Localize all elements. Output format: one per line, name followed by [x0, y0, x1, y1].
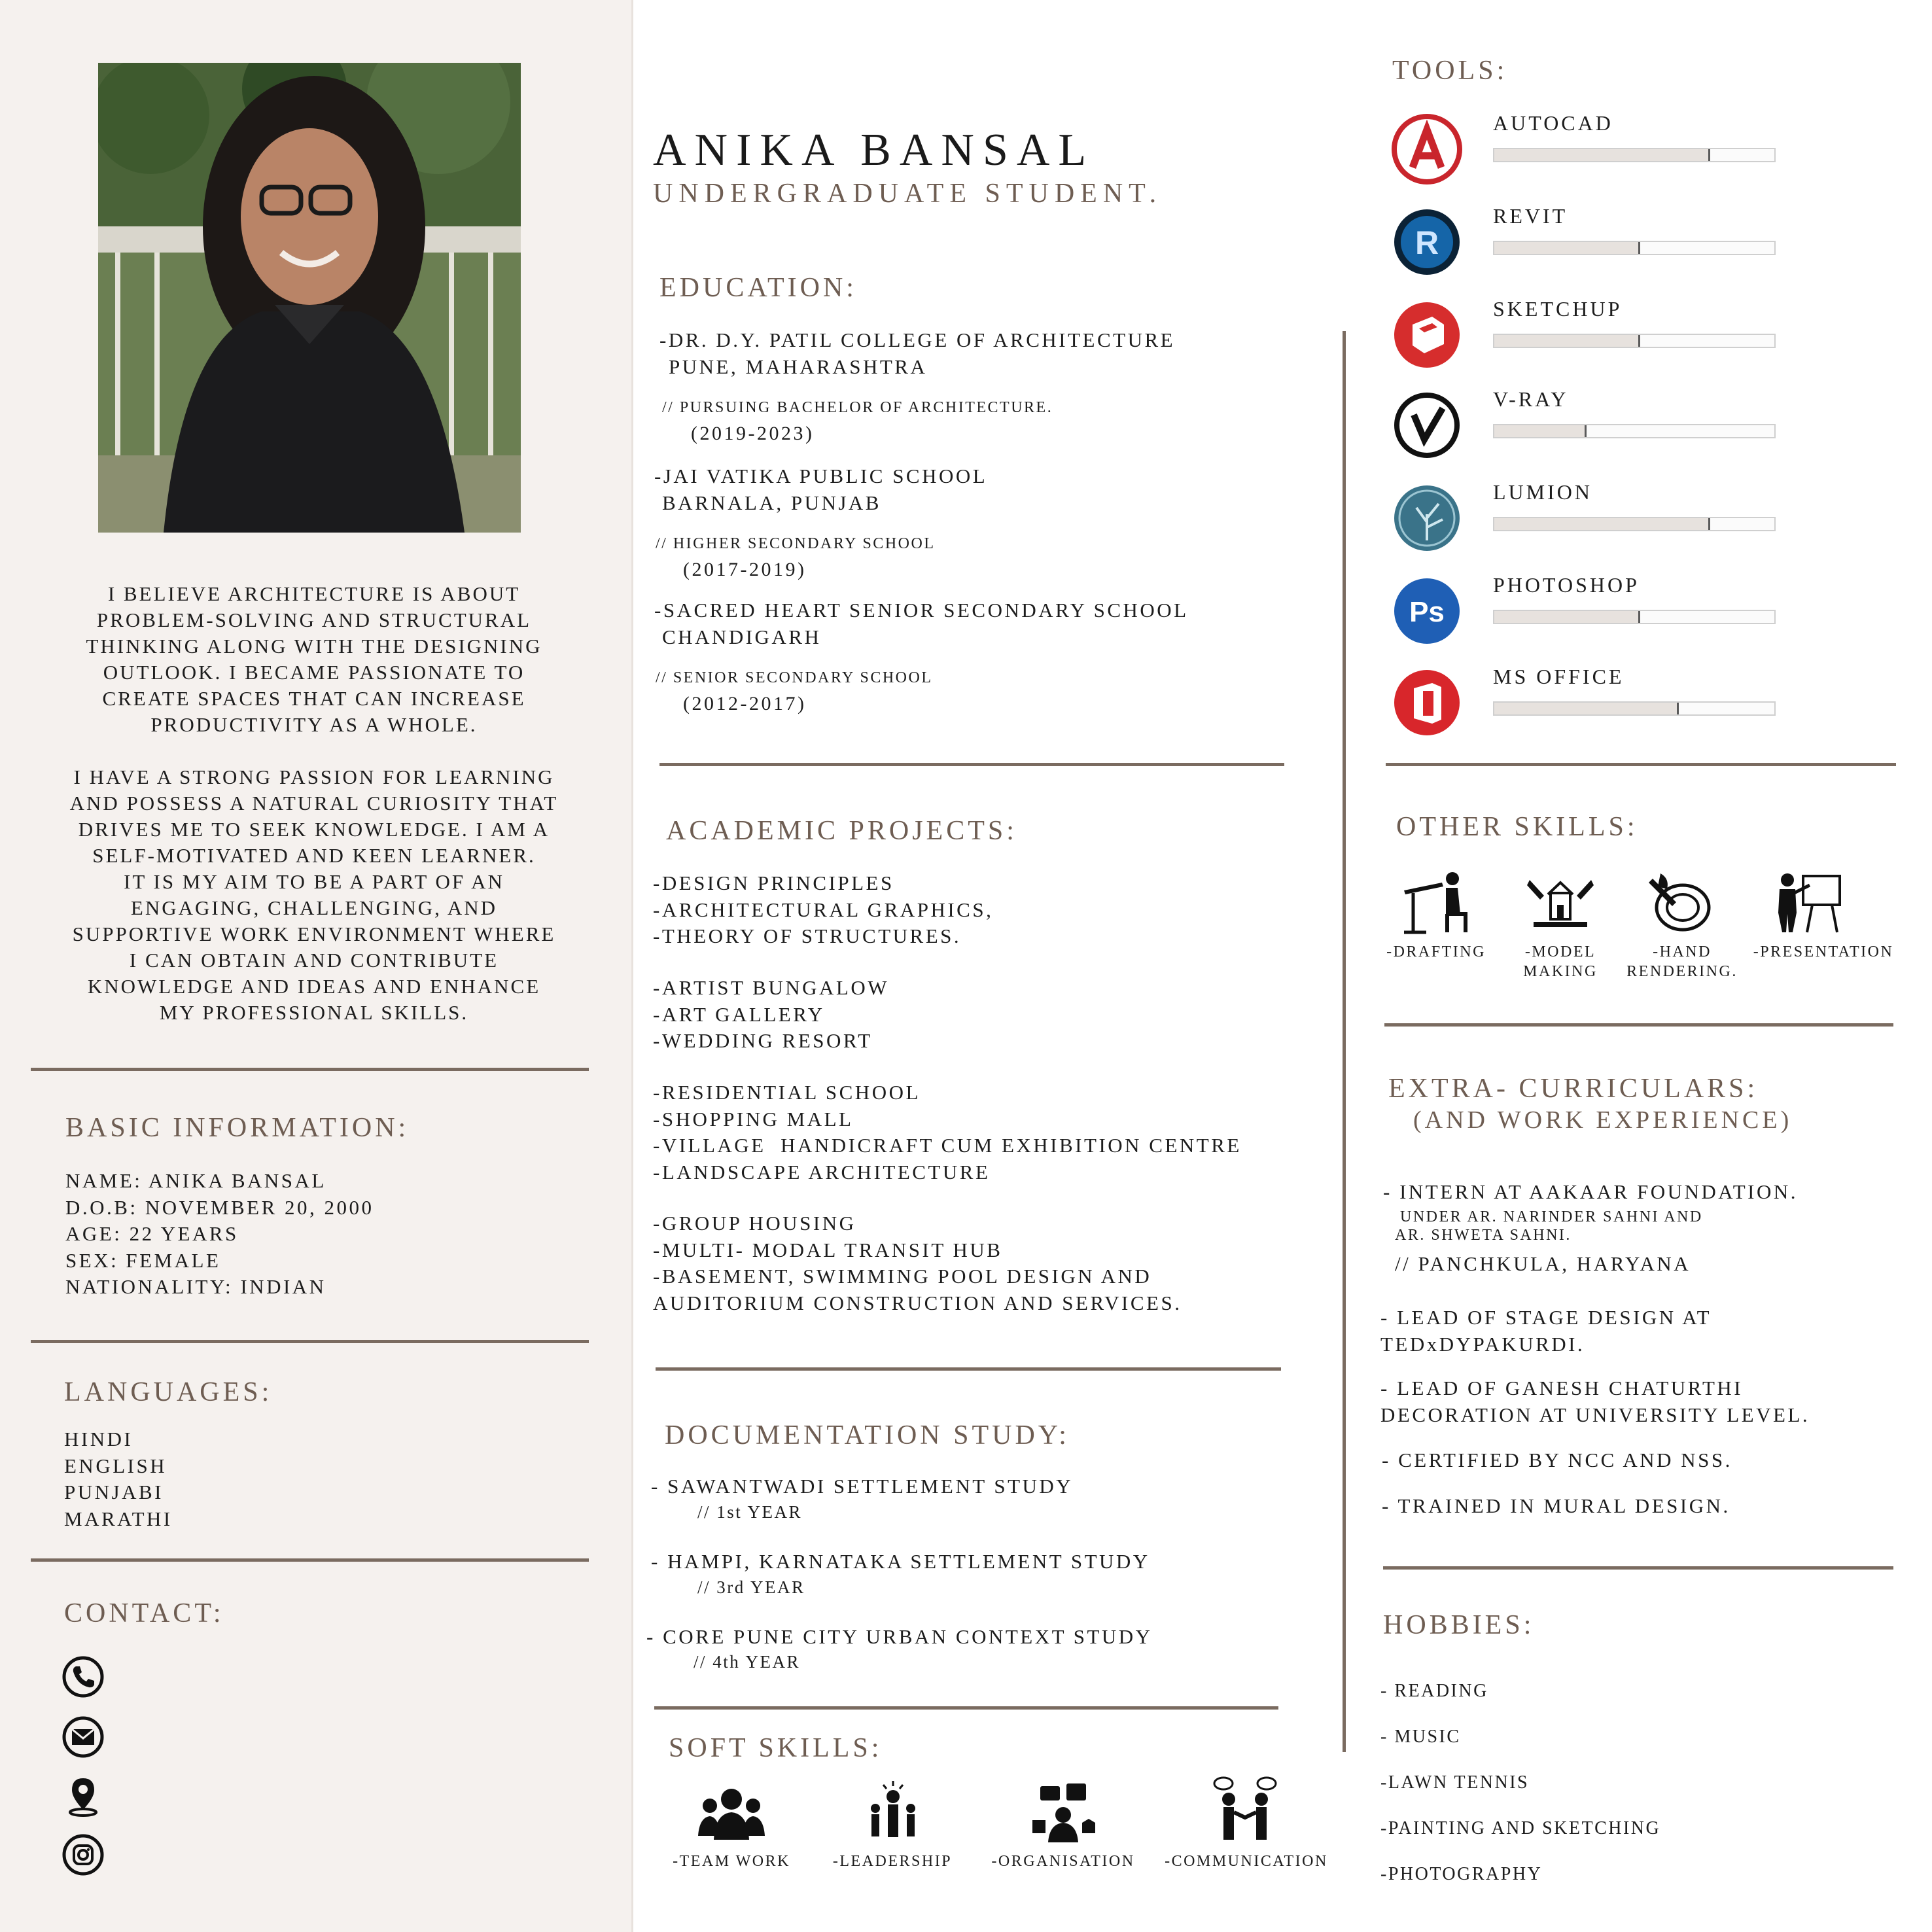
hobby-item: -LAWN TENNIS — [1380, 1772, 1530, 1793]
info-name: NAME: ANIKA BANSAL — [65, 1169, 326, 1192]
about-line: SELF-MOTIVATED AND KEEN LEARNER. — [92, 844, 536, 867]
school-name: -JAI VATIKA PUBLIC SCHOOL — [654, 465, 988, 487]
about-line: I BELIEVE ARCHITECTURE IS ABOUT — [107, 582, 521, 605]
soft-skill-label: -LEADERSHIP — [832, 1853, 953, 1870]
project-item: -ARTIST BUNGALOW — [653, 976, 889, 999]
divider — [31, 1340, 589, 1343]
column-divider — [1343, 331, 1346, 1752]
school-location: BARNALA, PUNJAB — [662, 491, 881, 514]
education-title: EDUCATION: — [659, 273, 857, 303]
other-skill-label — [1615, 942, 1749, 981]
school-name: -SACRED HEART SENIOR SECONDARY SCHOOL — [654, 599, 1189, 622]
about-line: I CAN OBTAIN AND CONTRIBUTE — [129, 949, 499, 972]
project-item: -GROUP HOUSING — [653, 1212, 856, 1235]
autocad-icon — [1390, 113, 1464, 186]
project-item: -DESIGN PRINCIPLES — [653, 871, 894, 894]
tool-level-bar — [1493, 610, 1776, 624]
education-years: (2017-2019) — [683, 559, 807, 580]
photoshop-icon — [1390, 574, 1464, 648]
leadership-icon — [857, 1777, 929, 1849]
academic-projects-title: ACADEMIC PROJECTS: — [666, 816, 1017, 846]
other-skill-label: -DRAFTING — [1386, 943, 1486, 960]
projects-group-2 — [653, 975, 889, 1055]
language-item: MARATHI — [64, 1507, 173, 1530]
education-note: // HIGHER SECONDARY SCHOOL — [656, 535, 936, 552]
soft-skill-label: -COMMUNICATION — [1165, 1853, 1328, 1870]
projects-group-4 — [653, 1210, 1182, 1316]
organisation-icon — [1027, 1777, 1099, 1849]
projects-group-3 — [653, 1080, 1242, 1186]
school-location: PUNE, MAHARASHTRA — [669, 355, 928, 378]
doc-study-2-note: // 3rd YEAR — [697, 1577, 805, 1597]
hobbies-list — [1380, 1668, 1660, 1897]
hobby-item: -PHOTOGRAPHY — [1380, 1864, 1543, 1884]
documentation-title: DOCUMENTATION STUDY: — [665, 1420, 1070, 1450]
tool-level-bar — [1493, 241, 1776, 255]
divider — [1386, 763, 1896, 766]
instagram-icon[interactable] — [61, 1833, 105, 1876]
svg-text:Ps: Ps — [1409, 596, 1445, 628]
project-item: -ART GALLERY — [653, 1002, 825, 1026]
other-skill-label: -PRESENTATION — [1753, 943, 1894, 960]
other-skills-title: OTHER SKILLS: — [1396, 812, 1638, 842]
other-skill-label — [1505, 942, 1616, 981]
doc-study-1-note: // 1st YEAR — [697, 1502, 803, 1522]
info-age: AGE: 22 YEARS — [65, 1222, 239, 1245]
tool-name: MS OFFICE — [1493, 665, 1625, 688]
languages-list — [64, 1426, 173, 1532]
about-line: PRODUCTIVITY AS A WHOLE. — [150, 713, 478, 736]
project-item: -WEDDING RESORT — [653, 1029, 873, 1052]
hand-rendering-icon — [1643, 867, 1715, 939]
info-dob: D.O.B: NOVEMBER 20, 2000 — [65, 1195, 374, 1219]
divider — [1384, 1023, 1893, 1027]
tool-name: V-RAY — [1493, 387, 1569, 411]
other-skill-line: -HAND — [1653, 943, 1712, 960]
about-line: KNOWLEDGE AND IDEAS AND ENHANCE — [87, 975, 541, 998]
extra-lead-ganesh — [1380, 1375, 1810, 1428]
tool-level-fill — [1494, 335, 1640, 347]
mail-icon[interactable] — [61, 1715, 105, 1759]
msoffice-icon — [1390, 666, 1464, 739]
language-item: ENGLISH — [64, 1454, 167, 1477]
tool-level-fill — [1494, 518, 1710, 530]
extra-line: - LEAD OF STAGE DESIGN AT — [1380, 1306, 1712, 1329]
divider — [656, 1367, 1281, 1371]
tool-name: REVIT — [1493, 204, 1568, 228]
about-line: IT IS MY AIM TO BE A PART OF AN — [124, 870, 504, 893]
tool-level-bar — [1493, 148, 1776, 162]
phone-icon[interactable] — [61, 1655, 105, 1698]
contact-title: CONTACT: — [64, 1598, 224, 1628]
drafting-icon — [1400, 867, 1472, 939]
divider — [659, 763, 1284, 766]
about-line: AND POSSESS A NATURAL CURIOSITY THAT — [69, 792, 559, 815]
about-paragraph-1 — [26, 581, 602, 738]
about-paragraph-2 — [26, 764, 602, 1026]
soft-skills-title: SOFT SKILLS: — [669, 1733, 883, 1763]
extra-intern-location: // PANCHKULA, HARYANA — [1395, 1252, 1691, 1275]
hobby-item: - MUSIC — [1380, 1727, 1461, 1747]
divider — [1383, 1566, 1893, 1570]
about-line: THINKING ALONG WITH THE DESIGNING — [86, 635, 542, 658]
revit-icon — [1390, 205, 1464, 279]
basic-info-list — [65, 1168, 374, 1301]
education-note: // PURSUING BACHELOR OF ARCHITECTURE. — [662, 399, 1053, 416]
education-entry-2 — [654, 463, 987, 516]
about-line: SUPPORTIVE WORK ENVIRONMENT WHERE — [72, 922, 556, 945]
education-years: (2019-2023) — [691, 423, 815, 444]
education-entry-1 — [659, 327, 1175, 380]
education-entry-3 — [654, 597, 1189, 650]
location-icon[interactable] — [61, 1774, 105, 1818]
hobby-item: - READING — [1380, 1681, 1488, 1701]
about-line: DRIVES ME TO SEEK KNOWLEDGE. I AM A — [78, 818, 550, 841]
doc-study-1: - SAWANTWADI SETTLEMENT STUDY — [651, 1475, 1074, 1498]
project-item: -THEORY OF STRUCTURES. — [653, 924, 962, 947]
divider — [654, 1706, 1278, 1710]
presentation-icon — [1773, 867, 1845, 939]
soft-skill-label: -ORGANISATION — [991, 1853, 1135, 1870]
extra-certified: - CERTIFIED BY NCC AND NSS. — [1382, 1449, 1732, 1471]
extra-intern-sub-line: UNDER AR. NARINDER SAHNI AND — [1400, 1208, 1703, 1225]
language-item: PUNJABI — [64, 1481, 164, 1503]
candidate-name: ANIKA BANSAL — [653, 125, 1095, 175]
extra-mural: - TRAINED IN MURAL DESIGN. — [1382, 1494, 1730, 1517]
project-item: -BASEMENT, SWIMMING POOL DESIGN AND — [653, 1265, 1152, 1288]
team-icon — [695, 1777, 767, 1849]
about-line: OUTLOOK. I BECAME PASSIONATE TO — [103, 661, 525, 684]
education-years: (2012-2017) — [683, 693, 807, 714]
about-line: MY PROFESSIONAL SKILLS. — [159, 1001, 469, 1024]
tool-name: PHOTOSHOP — [1493, 573, 1640, 597]
project-item: -MULTI- MODAL TRANSIT HUB — [653, 1238, 1003, 1261]
other-skill-line: RENDERING. — [1626, 963, 1738, 980]
school-name: -DR. D.Y. PATIL COLLEGE OF ARCHITECTURE — [659, 328, 1176, 351]
tool-level-fill — [1494, 611, 1640, 623]
divider — [31, 1558, 589, 1562]
project-item: -VILLAGE HANDICRAFT CUM EXHIBITION CENTRE — [653, 1134, 1242, 1157]
profile-photo — [98, 63, 521, 533]
extra-lead-stage — [1380, 1305, 1712, 1358]
about-line: I HAVE A STRONG PASSION FOR LEARNING — [73, 765, 555, 788]
project-item: -RESIDENTIAL SCHOOL — [653, 1081, 921, 1104]
tool-name: AUTOCAD — [1493, 111, 1613, 135]
tool-level-bar — [1493, 334, 1776, 348]
sketchup-icon — [1390, 298, 1464, 372]
doc-study-2: - HAMPI, KARNATAKA SETTLEMENT STUDY — [651, 1550, 1150, 1573]
about-line: PROBLEM-SOLVING AND STRUCTURAL — [96, 608, 532, 631]
about-line: ENGAGING, CHALLENGING, AND — [130, 896, 498, 919]
tool-name: SKETCHUP — [1493, 297, 1623, 321]
hobbies-title: HOBBIES: — [1383, 1610, 1535, 1640]
tools-title: TOOLS: — [1392, 56, 1508, 86]
about-line: CREATE SPACES THAT CAN INCREASE — [102, 687, 526, 710]
tool-level-fill — [1494, 242, 1640, 254]
extra-intern-sub — [1395, 1208, 1703, 1244]
candidate-subtitle: UNDERGRADUATE STUDENT. — [653, 179, 1163, 209]
project-item: -ARCHITECTURAL GRAPHICS, — [653, 898, 994, 921]
other-skill-line: -MODEL — [1524, 943, 1596, 960]
extra-intern-sub-line: AR. SHWETA SAHNI. — [1395, 1227, 1572, 1244]
extra-intern: - INTERN AT AAKAAR FOUNDATION. — [1383, 1180, 1799, 1203]
project-item: -LANDSCAPE ARCHITECTURE — [653, 1160, 991, 1184]
tool-level-fill — [1494, 425, 1587, 437]
extra-line: TEDxDYPAKURDI. — [1380, 1332, 1585, 1356]
school-location: CHANDIGARH — [662, 625, 822, 648]
tool-level-bar — [1493, 517, 1776, 531]
info-sex: SEX: FEMALE — [65, 1248, 221, 1272]
education-note: // SENIOR SECONDARY SCHOOL — [656, 669, 933, 686]
tool-level-bar — [1493, 701, 1776, 716]
lumion-icon — [1390, 482, 1464, 555]
extra-curriculars-subtitle: (AND WORK EXPERIENCE) — [1413, 1106, 1793, 1134]
basic-info-title: BASIC INFORMATION: — [65, 1113, 410, 1143]
projects-group-1 — [653, 870, 993, 950]
svg-text:R: R — [1414, 224, 1439, 261]
tool-level-bar — [1493, 424, 1776, 438]
tool-level-fill — [1494, 149, 1710, 161]
extra-line: - LEAD OF GANESH CHATURTHI — [1380, 1377, 1744, 1399]
language-item: HINDI — [64, 1428, 133, 1450]
info-nationality: NATIONALITY: INDIAN — [65, 1275, 326, 1298]
doc-study-3: - CORE PUNE CITY URBAN CONTEXT STUDY — [646, 1625, 1153, 1648]
doc-study-3-note: // 4th YEAR — [694, 1652, 801, 1672]
other-skill-line: MAKING — [1523, 963, 1598, 980]
model-making-icon — [1524, 867, 1596, 939]
divider — [31, 1068, 589, 1071]
tool-level-fill — [1494, 703, 1679, 714]
project-item: -SHOPPING MALL — [653, 1107, 854, 1131]
communication-icon — [1209, 1773, 1281, 1845]
extra-curriculars-title: EXTRA- CURRICULARS: — [1388, 1074, 1759, 1104]
extra-line: DECORATION AT UNIVERSITY LEVEL. — [1380, 1403, 1810, 1426]
hobby-item: -PAINTING AND SKETCHING — [1380, 1818, 1661, 1838]
languages-title: LANGUAGES: — [64, 1377, 273, 1407]
tool-name: LUMION — [1493, 480, 1592, 504]
soft-skill-label: -TEAM WORK — [673, 1853, 790, 1870]
project-item: AUDITORIUM CONSTRUCTION AND SERVICES. — [653, 1291, 1182, 1314]
vray-icon — [1390, 389, 1464, 462]
